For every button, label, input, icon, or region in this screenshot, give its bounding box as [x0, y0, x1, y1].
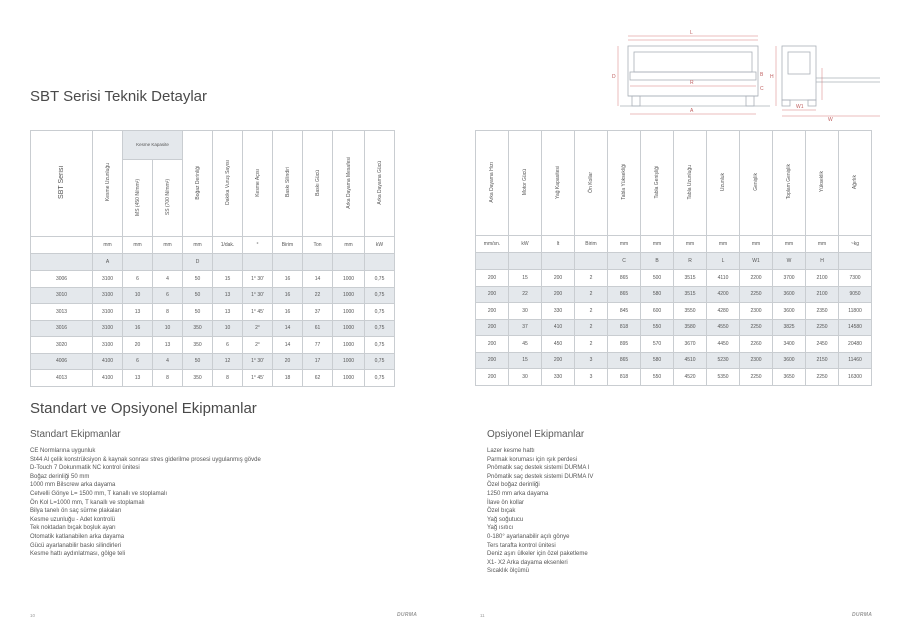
table-cell: 13	[213, 304, 243, 321]
table-cell: 3	[575, 369, 608, 386]
table-cell: 16	[273, 287, 303, 304]
table-cell: 500	[641, 270, 674, 287]
table-cell: 20	[123, 337, 153, 354]
table-cell: 2	[575, 286, 608, 303]
table-cell: 2	[575, 336, 608, 353]
table-cell: 13	[153, 337, 183, 354]
table-row	[31, 370, 395, 387]
table-cell: 4	[153, 353, 183, 370]
table-cell: 330	[542, 369, 575, 386]
table-cell: 200	[476, 286, 509, 303]
list-item: Bilya tanelı ön saç sürme plakaları	[30, 508, 122, 515]
table-row	[476, 369, 872, 386]
list-item: X1- X2 Arka dayama eksenleri	[487, 559, 568, 566]
table-cell: 20	[273, 353, 303, 370]
table-row	[476, 336, 872, 353]
header-backgauge-power: Arka Dayama Gücü	[376, 160, 383, 205]
dim-label-l: L	[690, 30, 693, 36]
table-cell: 62	[303, 370, 333, 387]
table-cell: 22	[303, 287, 333, 304]
table-cell: 1° 45'	[243, 304, 273, 321]
table-cell: 14580	[839, 319, 872, 336]
table-cell: 50	[183, 353, 213, 370]
table-cell: 4510	[674, 352, 707, 369]
table-cell: 4	[153, 271, 183, 288]
spec-table-left-body	[31, 271, 395, 387]
table-cell: 0,75	[365, 353, 395, 370]
table-cell: 77	[303, 337, 333, 354]
page-title: SBT Serisi Teknik Detaylar	[30, 88, 208, 105]
standard-equipment-list	[30, 447, 390, 559]
table-cell: 4520	[674, 369, 707, 386]
table-cell: 50	[183, 271, 213, 288]
table-row	[476, 286, 872, 303]
list-item: Parmak koruması için ışık perdesi	[487, 456, 578, 463]
table-cell: 13	[213, 287, 243, 304]
spec-table-right	[475, 130, 872, 386]
table-cell: 2100	[806, 270, 839, 287]
table-cell: 7300	[839, 270, 872, 287]
table-cell: 9050	[839, 286, 872, 303]
list-item: Ön Kol L=1000 mm, T kanallı ve stoplamalı	[30, 499, 145, 506]
table-cell: 17	[303, 353, 333, 370]
table-cell: 5230	[707, 352, 740, 369]
table-cell: 1° 45'	[243, 370, 273, 387]
series-label: SBT Serisi	[58, 166, 65, 199]
table-cell: 2250	[740, 319, 773, 336]
table-cell: 350	[183, 320, 213, 337]
list-item: Boğaz derinliği 50 mm	[30, 473, 90, 480]
table-cell: 350	[183, 337, 213, 354]
table-cell: 3010	[31, 287, 93, 304]
table-cell: 818	[608, 319, 641, 336]
table-cell: 5350	[707, 369, 740, 386]
table-cell: 4200	[707, 286, 740, 303]
table-cell: 2250	[806, 319, 839, 336]
table-cell: 200	[542, 270, 575, 287]
list-item: Deniz aşırı ülkeler için özel paketleme	[487, 551, 588, 558]
table-cell: 3515	[674, 270, 707, 287]
dim-label-r: R	[690, 80, 694, 86]
table-cell: 580	[641, 286, 674, 303]
table-cell: 4110	[707, 270, 740, 287]
table-cell: 4013	[31, 370, 93, 387]
table-cell: 200	[476, 270, 509, 287]
table-cell: 1000	[333, 287, 365, 304]
table-cell: 10	[123, 287, 153, 304]
table-cell: 30	[509, 369, 542, 386]
table-cell: 2250	[740, 369, 773, 386]
header-cutting-length: Kesme Uzunluğu	[104, 163, 111, 202]
table-cell: 0,75	[365, 287, 395, 304]
table-cell: 4100	[93, 353, 123, 370]
group-header-cutting-capacity: Kesme Kapasite	[123, 131, 183, 160]
table-cell: 3100	[93, 320, 123, 337]
header-ms-capacity: MS (450 N/mm²)	[134, 178, 141, 216]
table-cell: 570	[641, 336, 674, 353]
table-cell: 3515	[674, 286, 707, 303]
header-table-height: Tabla Yüksekliği	[621, 164, 627, 200]
header-ss-capacity: SS (700 N/mm²)	[164, 178, 171, 216]
header-weight: Ağırlık	[852, 174, 858, 190]
table-cell: 580	[641, 352, 674, 369]
list-item: Pnömatik saç destek sistemi DURMA I	[487, 465, 590, 472]
table-row	[31, 353, 395, 370]
table-cell: 3700	[773, 270, 806, 287]
table-cell: 200	[476, 369, 509, 386]
table-cell: 13	[123, 370, 153, 387]
table-cell: 3100	[93, 304, 123, 321]
table-cell: 450	[542, 336, 575, 353]
list-item: Lazer kesme hattı	[487, 448, 535, 454]
header-front-arms: Ön Kollar	[588, 171, 594, 193]
page-number-left: 10	[30, 613, 36, 618]
table-cell: 37	[303, 304, 333, 321]
table-cell: 16	[273, 304, 303, 321]
table-cell: 0,75	[365, 337, 395, 354]
table-row	[476, 270, 872, 287]
table-cell: 1° 30'	[243, 353, 273, 370]
table-cell: 4450	[707, 336, 740, 353]
table-cell: 550	[641, 319, 674, 336]
table-row	[476, 303, 872, 320]
table-cell: 3550	[674, 303, 707, 320]
table-cell: 0,75	[365, 370, 395, 387]
table-cell: 3600	[773, 303, 806, 320]
table-cell: 865	[608, 286, 641, 303]
table-cell: 30	[509, 303, 542, 320]
table-row	[31, 287, 395, 304]
table-cell: 200	[476, 303, 509, 320]
header-hold-down-force: Baskı Gücü	[314, 169, 321, 196]
dim-label-d: D	[612, 74, 616, 80]
table-cell: 845	[608, 303, 641, 320]
table-cell: 16	[123, 320, 153, 337]
spec-table-right-body	[476, 270, 872, 386]
table-cell: 6	[213, 337, 243, 354]
list-item: Yağ soğutucu	[487, 516, 524, 523]
table-cell: 11460	[839, 352, 872, 369]
table-cell: 3670	[674, 336, 707, 353]
equipment-title: Standart ve Opsiyonel Ekipmanlar	[30, 400, 257, 417]
series-header-cell	[31, 131, 93, 237]
table-cell: 3100	[93, 337, 123, 354]
table-cell: 3400	[773, 336, 806, 353]
table-cell: 3600	[773, 286, 806, 303]
header-table-length: Tabla Uzunluğu	[687, 164, 693, 200]
codes-row-right: C B R L W1 W H	[476, 253, 872, 270]
table-cell: 20480	[839, 336, 872, 353]
table-cell: 2°	[243, 320, 273, 337]
table-cell: 2	[575, 303, 608, 320]
table-cell: 16	[273, 271, 303, 288]
header-hold-down-cylinder: Baskı Silindiri	[284, 167, 291, 198]
list-item: Tek noktadan bıçak boşluk ayarı	[30, 525, 116, 532]
table-row	[31, 320, 395, 337]
table-cell: 550	[641, 369, 674, 386]
header-backgauge-distance: Arka Dayama Mesafesi	[345, 156, 352, 209]
table-cell: 2300	[740, 352, 773, 369]
table-cell: 200	[542, 286, 575, 303]
table-cell: 1000	[333, 271, 365, 288]
table-cell: 45	[509, 336, 542, 353]
table-cell: 3580	[674, 319, 707, 336]
list-item: St44 Al çelik konstrüksiyon & kaynak sonrası stres giderilme prosesi uygulanmış gövde	[30, 456, 261, 463]
list-item: D-Touch 7 Dokunmatik NC kontrol ünitesi	[30, 465, 140, 472]
dim-label-b: B	[760, 72, 764, 78]
table-cell: 10	[213, 320, 243, 337]
table-cell: 3100	[93, 287, 123, 304]
table-cell: 3013	[31, 304, 93, 321]
table-cell: 3016	[31, 320, 93, 337]
table-cell: 10	[153, 320, 183, 337]
brand-logo-left: DURMA	[397, 612, 418, 618]
table-row	[476, 319, 872, 336]
list-item: CE Normlarına uygunluk	[30, 448, 96, 454]
dim-label-w: W	[828, 117, 833, 122]
table-cell: 2200	[740, 270, 773, 287]
table-cell: 12	[213, 353, 243, 370]
table-cell: 16300	[839, 369, 872, 386]
table-cell: 15	[509, 352, 542, 369]
optional-equipment-list	[487, 447, 847, 576]
table-cell: 2350	[806, 303, 839, 320]
table-cell: 6	[123, 353, 153, 370]
table-cell: 61	[303, 320, 333, 337]
table-cell: 2100	[806, 286, 839, 303]
list-item: Özel boğaz derinliği	[487, 482, 540, 489]
table-cell: 600	[641, 303, 674, 320]
header-cutting-angle: Kesme Açısı	[254, 168, 261, 197]
brand-logo-right: DURMA	[852, 612, 873, 618]
table-cell: 1000	[333, 304, 365, 321]
machine-dimension-drawing	[610, 28, 890, 122]
table-cell: 6	[153, 287, 183, 304]
page-number-right: 11	[480, 613, 485, 618]
list-item: 0-180° ayarlanabilir açılı gönye	[487, 533, 570, 540]
table-cell: 4100	[93, 370, 123, 387]
list-item: 1000 mm Bilscrew arka dayama	[30, 482, 116, 489]
table-cell: 2	[575, 270, 608, 287]
table-cell: 14	[273, 320, 303, 337]
dim-label-c: C	[760, 86, 764, 92]
header-oil-capacity: Yağ Kapasitesi	[555, 165, 561, 199]
table-cell: 2300	[740, 303, 773, 320]
header-length: Uzunluk	[720, 172, 726, 192]
table-row	[31, 271, 395, 288]
header-throat-depth: Boğaz Derinliği	[194, 165, 201, 200]
table-cell: 1000	[333, 337, 365, 354]
list-item: Kesme uzunluğu - Adet kontrolü	[30, 516, 116, 523]
table-row	[476, 352, 872, 369]
table-cell: 2250	[806, 369, 839, 386]
units-row-right: mm/sn. kW lt Birim mm mm mm mm mm mm mm ~kg	[476, 236, 872, 253]
table-cell: 50	[183, 304, 213, 321]
table-cell: 6	[123, 271, 153, 288]
table-cell: 865	[608, 270, 641, 287]
table-cell: 2150	[806, 352, 839, 369]
header-table-width: Tabla Genişliği	[654, 165, 660, 199]
table-cell: 2250	[740, 286, 773, 303]
list-item: Özel bıçak	[487, 508, 516, 515]
table-cell: 895	[608, 336, 641, 353]
table-cell: 37	[509, 319, 542, 336]
table-cell: 818	[608, 369, 641, 386]
dim-label-w1: W1	[796, 104, 804, 110]
table-cell: 0,75	[365, 320, 395, 337]
table-cell: 0,75	[365, 271, 395, 288]
table-cell: 2260	[740, 336, 773, 353]
table-cell: 14	[303, 271, 333, 288]
table-cell: 3650	[773, 369, 806, 386]
table-cell: 3020	[31, 337, 93, 354]
header-motor-power: Motor Gücü	[522, 168, 528, 196]
table-cell: 8	[213, 370, 243, 387]
table-cell: 14	[273, 337, 303, 354]
optional-equipment-title: Opsiyonel Ekipmanlar	[487, 429, 585, 440]
table-cell: 1000	[333, 370, 365, 387]
table-cell: 50	[183, 287, 213, 304]
table-cell: 11800	[839, 303, 872, 320]
dim-label-h: H	[770, 74, 774, 80]
table-cell: 0,75	[365, 304, 395, 321]
table-cell: 200	[476, 352, 509, 369]
table-cell: 15	[509, 270, 542, 287]
table-cell: 330	[542, 303, 575, 320]
table-cell: 18	[273, 370, 303, 387]
standard-equipment-title: Standart Ekipmanlar	[30, 429, 121, 440]
table-cell: 3006	[31, 271, 93, 288]
dim-label-a: A	[690, 108, 694, 114]
table-row	[31, 304, 395, 321]
table-cell: 13	[123, 304, 153, 321]
header-strokes-per-minute: Dakika Vuruş Sayısı	[224, 160, 231, 205]
header-width: Genişlik	[753, 173, 759, 191]
list-item: Gücü ayarlanabilir baskı silindirleri	[30, 542, 122, 549]
list-item: Kesme hattı aydınlatması, gölge teli	[30, 551, 126, 558]
codes-row-left: A D	[31, 254, 395, 271]
table-cell: 8	[153, 304, 183, 321]
table-cell: 8	[153, 370, 183, 387]
header-total-width: Toplam Genişlik	[786, 164, 792, 200]
units-row-left: mm mm mm mm 1/dak. ° Birim Ton mm kW	[31, 237, 395, 254]
list-item: Ters tarafta kontrol ünitesi	[487, 542, 556, 549]
table-cell: 200	[476, 336, 509, 353]
table-cell: 3	[575, 352, 608, 369]
table-cell: 1000	[333, 320, 365, 337]
list-item: Otomatik katlanabilen arka dayama	[30, 533, 125, 540]
table-cell: 350	[183, 370, 213, 387]
table-cell: 3825	[773, 319, 806, 336]
header-backgauge-speed: Arka Dayama Hızı	[489, 161, 495, 203]
table-cell: 865	[608, 352, 641, 369]
table-cell: 4280	[707, 303, 740, 320]
table-cell: 4550	[707, 319, 740, 336]
list-item: Pnömatik saç destek sistemi DURMA IV	[487, 473, 594, 480]
table-cell: 22	[509, 286, 542, 303]
table-cell: 15	[213, 271, 243, 288]
table-cell: 3100	[93, 271, 123, 288]
table-cell: 200	[476, 319, 509, 336]
list-item: Cetvelli Gönye L= 1500 mm, T kanallı ve stoplamalı	[30, 490, 168, 497]
table-cell: 4006	[31, 353, 93, 370]
table-row	[31, 337, 395, 354]
list-item: Yağ ısıtıcı	[487, 525, 514, 532]
table-cell: 1° 30'	[243, 271, 273, 288]
list-item: Sıcaklık ölçümü	[487, 568, 530, 575]
table-cell: 410	[542, 319, 575, 336]
table-cell: 1000	[333, 353, 365, 370]
table-cell: 200	[542, 352, 575, 369]
table-cell: 2	[575, 319, 608, 336]
table-cell: 2°	[243, 337, 273, 354]
header-height: Yükseklik	[819, 171, 825, 193]
table-cell: 2450	[806, 336, 839, 353]
table-cell: 3600	[773, 352, 806, 369]
list-item: 1250 mm arka dayama	[487, 490, 549, 497]
list-item: İlave ön kollar	[487, 499, 525, 506]
spec-table-left	[30, 130, 395, 387]
table-cell: 1° 30'	[243, 287, 273, 304]
